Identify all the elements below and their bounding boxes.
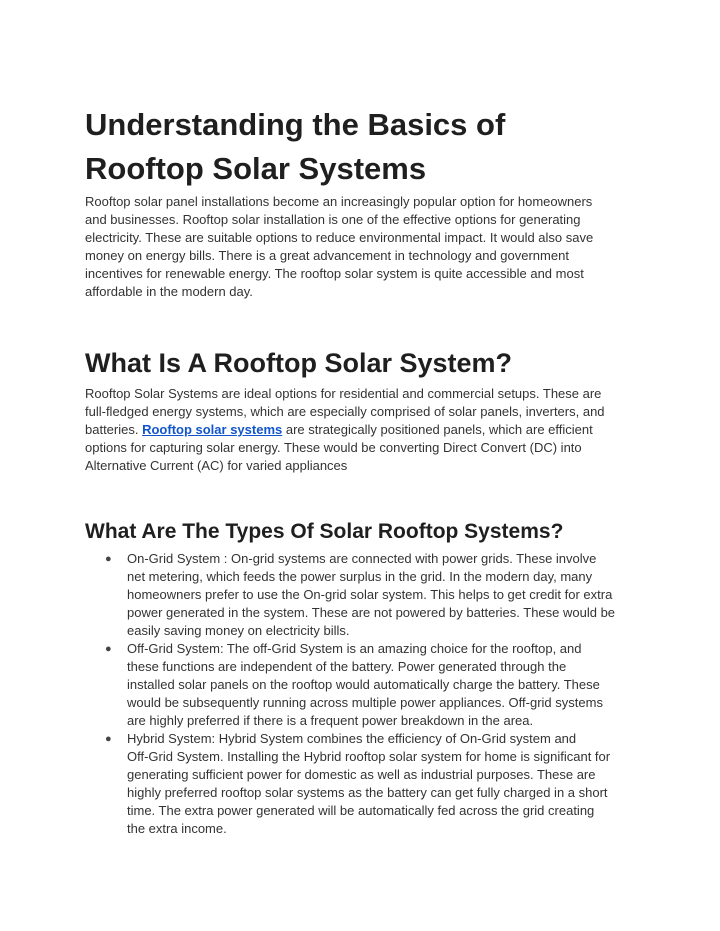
paragraph-line: and businesses. Rooftop solar installation is one of the effective options for generating — [85, 212, 581, 227]
section-heading-what-is: What Is A Rooftop Solar System? — [85, 348, 513, 379]
list-item-line: Hybrid System: Hybrid System combines the efficiency of On-Grid system and — [127, 731, 577, 746]
paragraph-line: Rooftop solar panel installations become an increasingly popular option for homeowners — [85, 194, 593, 209]
section-heading-types: What Are The Types Of Solar Rooftop Systems? — [85, 520, 564, 543]
paragraph-line: Alternative Current (AC) for varied appliances — [85, 458, 348, 473]
bullet-icon: ● — [105, 733, 112, 745]
list-item-line: homeowners prefer to use the On-grid solar system. This helps to get credit for extra — [127, 587, 613, 602]
text-segment: batteries. — [85, 422, 143, 437]
list-item-line: the extra income. — [127, 821, 227, 836]
list-item-line: these functions are independent of the battery. Power generated through the — [127, 659, 567, 674]
bullet-icon: ● — [105, 643, 112, 655]
list-item-line: generating sufficient power for domestic as well as industrial purposes. These are — [127, 767, 596, 782]
text-segment: are strategically positioned panels, which are efficient — [282, 422, 593, 437]
rooftop-solar-systems-link[interactable]: Rooftop solar systems — [142, 422, 283, 437]
section-paragraph-what-is — [85, 385, 645, 475]
paragraph-line: electricity. These are suitable options to reduce environmental impact. It would also save — [85, 230, 594, 245]
list-item-line: time. The extra power generated will be automatically fed across the grid creating — [127, 803, 595, 818]
list-item-hybrid — [85, 730, 645, 838]
page-title-line: Understanding the Basics of — [85, 106, 506, 142]
paragraph-line: options for capturing solar energy. These would be converting Direct Convert (DC) into — [85, 440, 582, 455]
list-item-line: are highly preferred if there is a frequent power breakdown in the area. — [127, 713, 534, 728]
list-item-line: Off-Grid System: The off-Grid System is an amazing choice for the rooftop, and — [127, 641, 582, 656]
list-item-line: net metering, which feeds the power surplus in the grid. In the modern day, many — [127, 569, 593, 584]
list-item-line: highly preferred rooftop solar systems as the battery can get fully charged in a short — [127, 785, 608, 800]
paragraph-line: money on energy bills. There is a great advancement in technology and government — [85, 248, 569, 263]
bullet-icon: ● — [105, 553, 112, 565]
list-item-line: installed solar panels on the rooftop would automatically charge the battery. These — [127, 677, 600, 692]
list-item-line: power generated in the system. These are not powered by batteries. These would be — [127, 605, 616, 620]
list-item-off-grid — [85, 640, 645, 730]
intro-paragraph — [85, 193, 645, 301]
list-item-on-grid — [85, 550, 645, 640]
paragraph-line-with-link — [85, 421, 645, 439]
list-item-line: Off-Grid System. Installing the Hybrid rooftop solar system for home is significant for — [127, 749, 611, 764]
list-item-line: easily saving money on electricity bills. — [127, 623, 350, 638]
paragraph-line: Rooftop Solar Systems are ideal options for residential and commercial setups. These are — [85, 386, 602, 401]
paragraph-line: full-fledged energy systems, which are especially comprised of solar panels, inverters, and — [85, 404, 605, 419]
list-item-line: would be subsequently running across multiple power appliances. Off-grid systems — [127, 695, 603, 710]
page-title-line: Rooftop Solar Systems — [85, 150, 427, 186]
solar-types-list — [85, 550, 645, 838]
paragraph-line: incentives for renewable energy. The rooftop solar system is quite accessible and most — [85, 266, 584, 281]
page-title — [85, 103, 625, 191]
list-item-line: On-Grid System : On-grid systems are connected with power grids. These involve — [127, 551, 597, 566]
paragraph-line: affordable in the modern day. — [85, 284, 253, 299]
